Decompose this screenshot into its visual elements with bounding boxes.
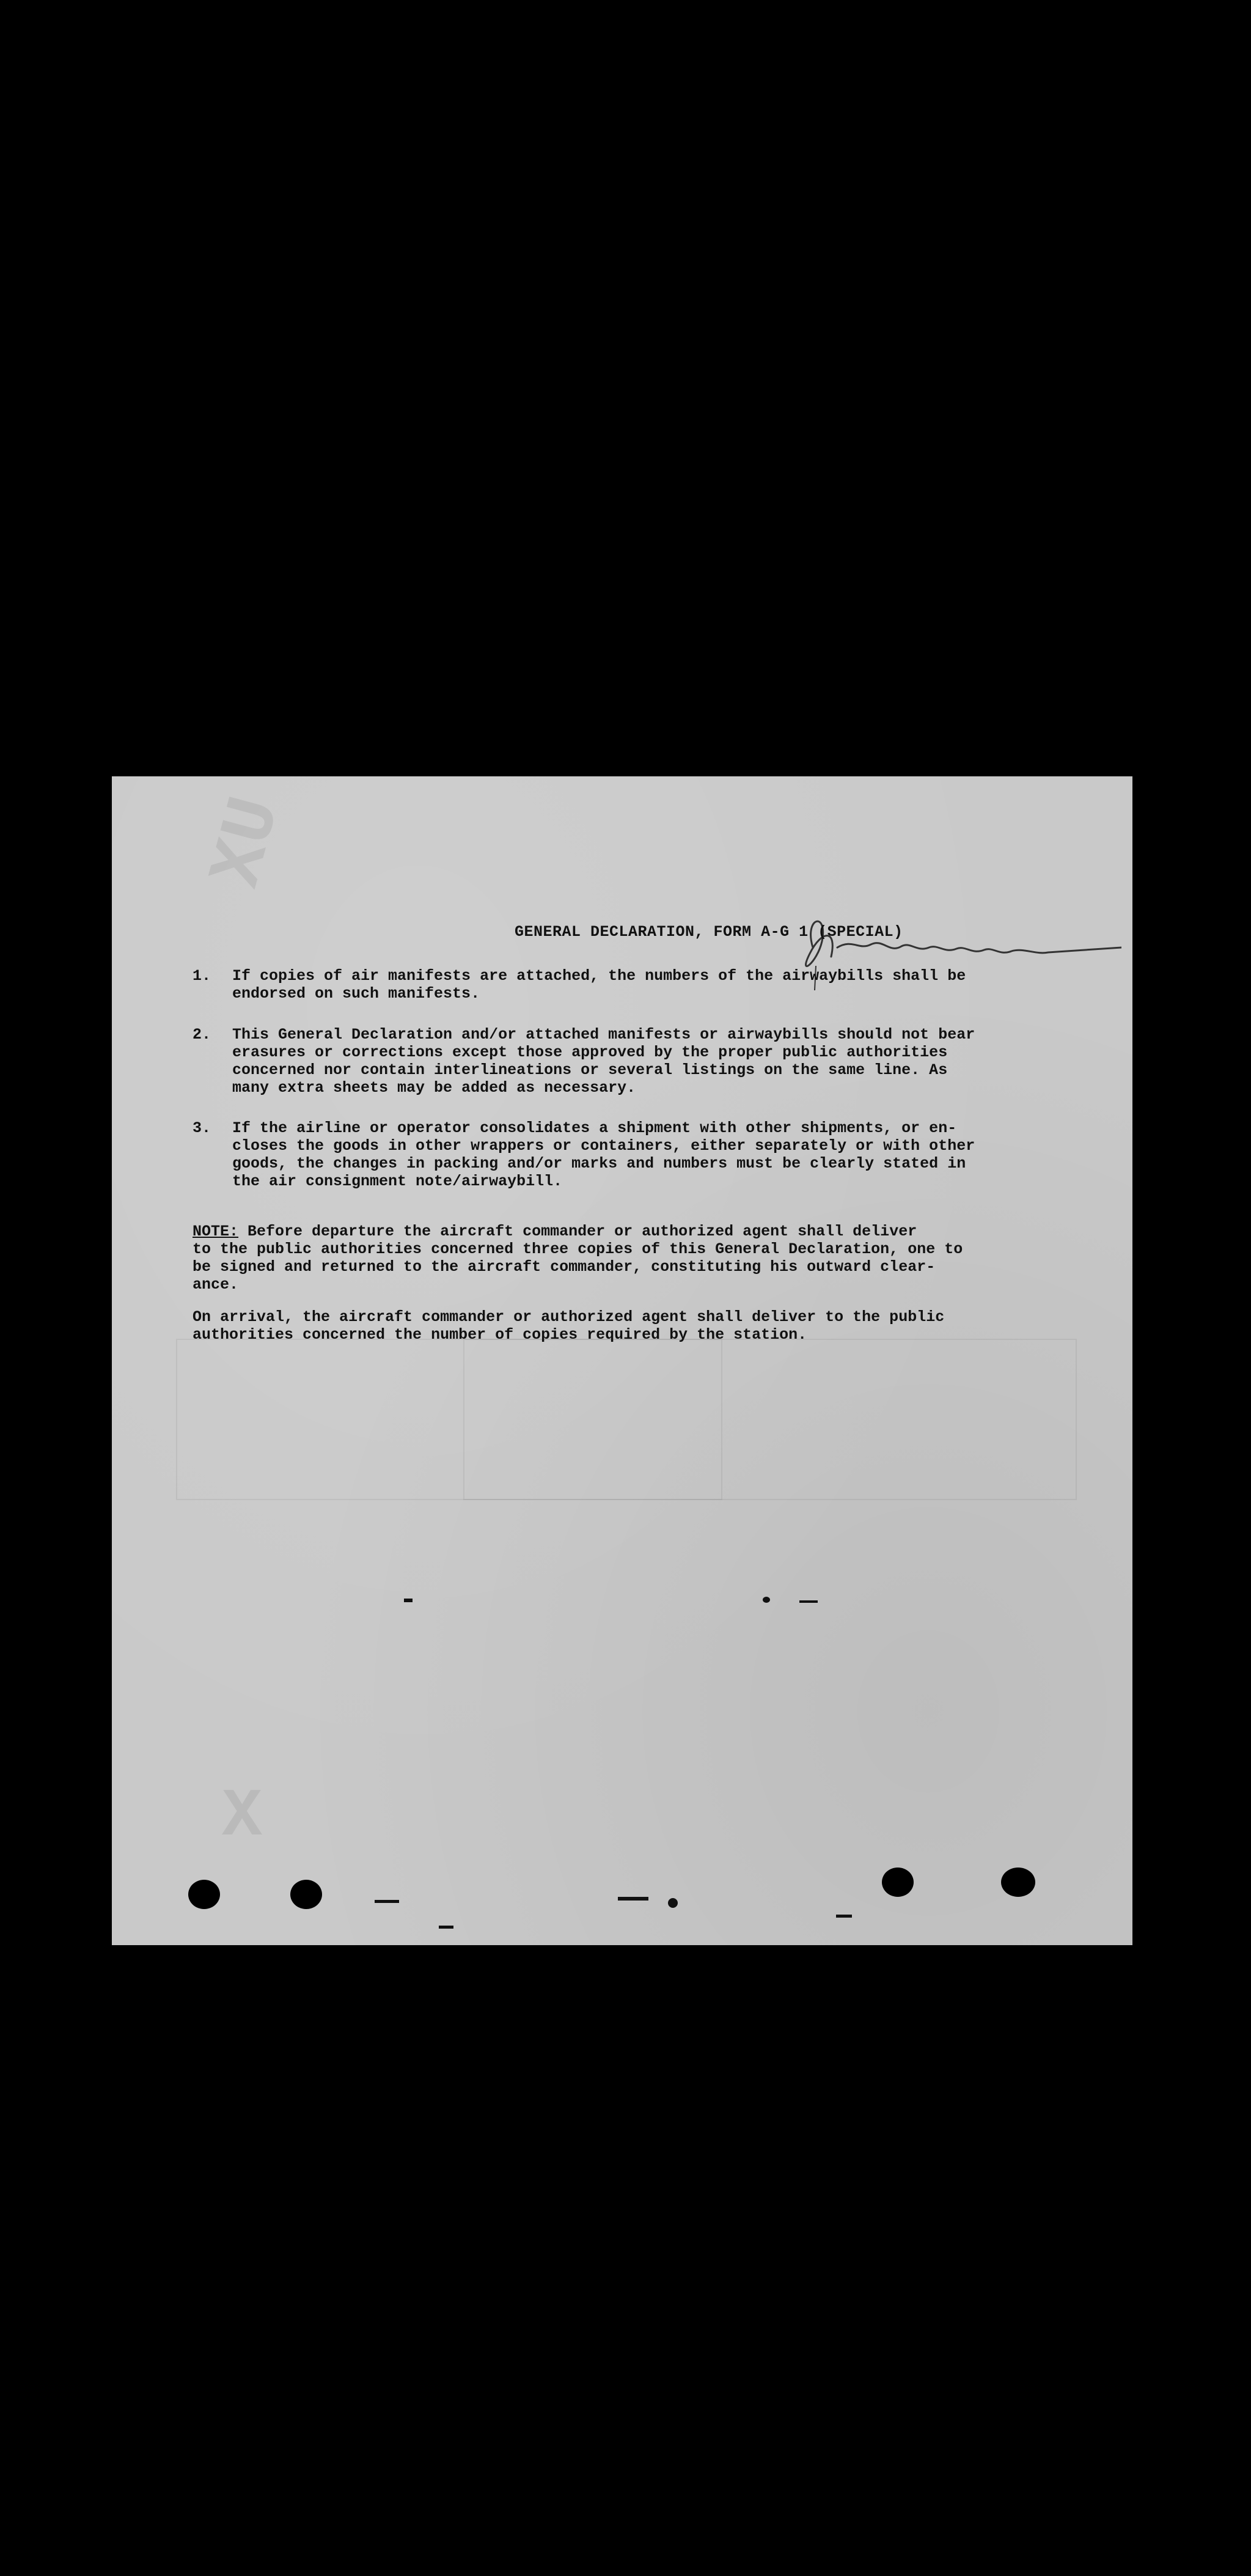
- bleed-through-table-divider: [463, 1339, 722, 1500]
- document-page: [112, 776, 1132, 1945]
- ink-speck: [375, 1900, 399, 1903]
- list-item-text: This General Declaration and/or attached manifests or airwaybills should not bear erasures or corrections except those approved by the proper public authorities concerned nor contain interlineations or several listings on the same line. As many extra sheets may be added as necessary.: [232, 1026, 975, 1097]
- punch-hole: [290, 1880, 322, 1909]
- punch-hole: [1001, 1868, 1035, 1897]
- list-item-number: 1.: [193, 967, 211, 985]
- note-label: NOTE:: [193, 1223, 239, 1240]
- punch-hole: [188, 1880, 220, 1909]
- punch-hole: [882, 1868, 914, 1897]
- ink-speck: [763, 1597, 770, 1603]
- bleed-through-mark: X: [222, 1779, 263, 1855]
- list-item-text: If copies of air manifests are attached, the numbers of the airwaybills shall be endorsed on such manifests.: [232, 967, 966, 1003]
- arrival-paragraph: On arrival, the aircraft commander or authorized agent shall deliver to the public authorities concerned the number of copies required by the station.: [193, 1308, 945, 1344]
- ink-speck: [439, 1926, 453, 1929]
- document-title: GENERAL DECLARATION, FORM A-G 1 (SPECIAL): [515, 923, 903, 941]
- list-item-number: 3.: [193, 1119, 211, 1137]
- ink-speck: [836, 1915, 852, 1918]
- ink-speck: [618, 1897, 648, 1901]
- list-item-text: If the airline or operator consolidates a shipment with other shipments, or en- closes the goods in other wrappers or containers, either separately or with other goods, the changes in packing and/or marks and numbers must be clearly stated in the air consignment note/airwaybill.: [232, 1119, 975, 1190]
- ink-speck: [404, 1599, 413, 1602]
- bleed-through-mark: XU: [196, 789, 299, 896]
- note-text: Before departure the aircraft commander or authorized agent shall deliver to the public authorities concerned three copies of this General Declaration, one to be signed and returned to the aircraft commander, constituting his outward clear- ance.: [193, 1223, 963, 1294]
- ink-speck: [668, 1898, 678, 1908]
- note-paragraph: [193, 1223, 1037, 1294]
- list-item-number: 2.: [193, 1026, 211, 1043]
- ink-speck: [799, 1600, 818, 1603]
